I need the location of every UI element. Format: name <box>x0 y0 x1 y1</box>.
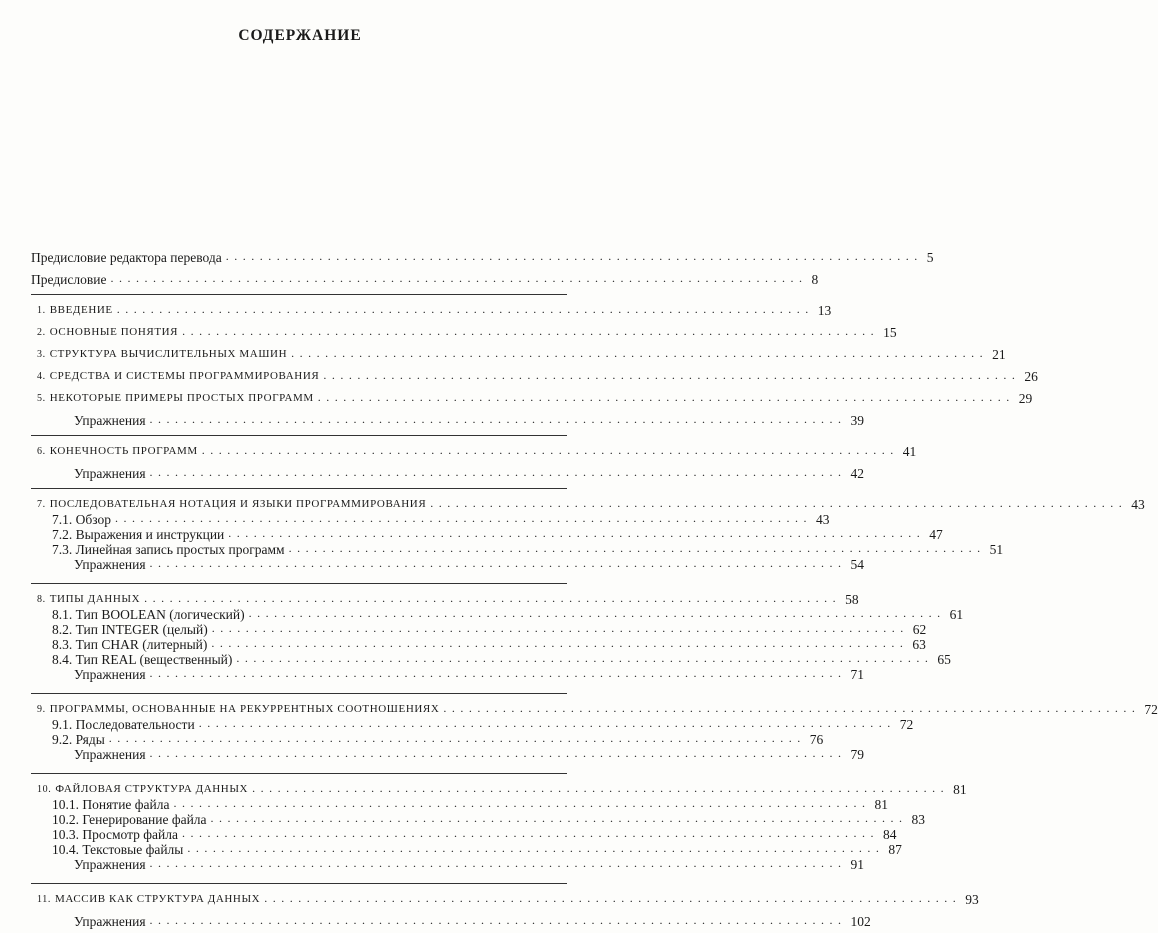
divider <box>31 693 567 694</box>
toc-page-number: 71 <box>850 667 865 682</box>
toc-page-number: 61 <box>949 607 964 622</box>
toc-page-number: 29 <box>1018 391 1033 406</box>
leader-dots: .................................................................................. <box>225 249 923 263</box>
chapter-number: 8. <box>37 594 46 605</box>
leader-dots: .................................................................................. <box>430 496 1128 510</box>
toc-page-number: 21 <box>992 347 1006 362</box>
toc-page-number: 43 <box>1131 497 1145 512</box>
toc-page-number: 102 <box>850 914 871 929</box>
toc-page-number: 83 <box>911 812 926 827</box>
toc-page-number: 76 <box>809 732 824 747</box>
leader-dots: .................................................................................. <box>187 841 885 855</box>
toc-entry-exercises[interactable] <box>0 666 865 683</box>
toc-page-number: 8 <box>811 272 819 287</box>
toc-entry-label: 10.3. Просмотр файла <box>0 827 182 843</box>
leader-dots: .................................................................................. <box>173 796 871 810</box>
toc-page-number: 58 <box>845 592 859 607</box>
toc-entry-exercises[interactable] <box>0 908 871 930</box>
leader-dots: .................................................................................. <box>210 811 908 825</box>
toc-entry-exercises[interactable] <box>0 407 865 429</box>
leader-dots: .................................................................................. <box>211 636 909 650</box>
toc-entry-label: КОНЕЧНОСТЬ ПРОГРАММ <box>49 445 198 457</box>
divider <box>31 294 567 295</box>
toc-entry-chapter-1[interactable] <box>0 297 832 319</box>
toc-page-number: 51 <box>989 542 1004 557</box>
toc-entry-exercises[interactable] <box>0 460 865 482</box>
toc-page-number: 43 <box>816 512 830 527</box>
leader-dots: .................................................................................. <box>211 621 909 635</box>
chapter-number: 6. <box>37 446 46 457</box>
toc-page-number: 13 <box>817 303 832 318</box>
toc-entry-label: ФАЙЛОВАЯ СТРУКТУРА ДАННЫХ <box>55 783 249 795</box>
toc-page-number: 65 <box>937 652 951 667</box>
leader-dots: .................................................................................. <box>110 271 808 285</box>
toc-entry-label: 10.2. Генерирование файла <box>0 812 211 828</box>
chapter-number: 4. <box>37 371 46 382</box>
toc-entry-label: 8.2. Тип INTEGER (целый) <box>0 622 212 638</box>
toc-page-number: 5 <box>926 250 934 265</box>
toc-entry-chapter-11[interactable] <box>0 886 979 908</box>
toc-entry-label: НЕКОТОРЫЕ ПРИМЕРЫ ПРОСТЫХ ПРОГРАММ <box>49 392 314 404</box>
toc-entry-label: ТИПЫ ДАННЫХ <box>49 593 141 605</box>
toc-entry-label: Упражнения <box>0 667 150 683</box>
leader-dots: .................................................................................. <box>144 591 842 605</box>
chapter-number: 2. <box>37 327 46 338</box>
chapter-number: 9. <box>37 704 46 715</box>
toc-page-number: 93 <box>965 892 979 907</box>
toc-entry-label: Упражнения <box>0 413 150 429</box>
toc-entry-label: Предисловие <box>0 272 110 288</box>
toc-page-number: 54 <box>850 557 865 572</box>
divider <box>31 773 567 774</box>
toc-entry-chapter-5[interactable] <box>0 385 1033 407</box>
toc-entry-label: 8.4. Тип REAL (вещественный) <box>0 652 236 668</box>
toc-entry-label: Упражнения <box>0 466 150 482</box>
toc-entry-chapter-2[interactable] <box>0 319 897 341</box>
leader-dots: .................................................................................. <box>149 913 847 927</box>
toc-entry-label: 9.1. Последовательности <box>0 717 199 733</box>
toc-page-number: 72 <box>1144 702 1158 717</box>
leader-dots: .................................................................................. <box>108 731 806 745</box>
toc-page-number: 15 <box>883 325 897 340</box>
divider <box>31 883 567 884</box>
toc-page-number: 47 <box>929 527 943 542</box>
toc-page-number: 84 <box>882 827 897 842</box>
table-of-contents <box>0 244 1158 930</box>
toc-entry-preface-editor[interactable] <box>0 244 934 266</box>
toc-entry-label: 7.3. Линейная запись простых программ <box>0 542 289 558</box>
leader-dots: .................................................................................. <box>149 556 847 570</box>
toc-entry-label: 8.3. Тип CHAR (литерный) <box>0 637 211 653</box>
leader-dots: .................................................................................. <box>291 346 989 360</box>
toc-entry-label: ПОСЛЕДОВАТЕЛЬНАЯ НОТАЦИЯ И ЯЗЫКИ ПРОГРАММИРОВАНИЯ <box>49 498 427 510</box>
chapter-number: 5. <box>37 393 46 404</box>
leader-dots: .................................................................................. <box>323 368 1021 382</box>
toc-page-number: 63 <box>912 637 926 652</box>
toc-entry-exercises[interactable] <box>0 746 865 763</box>
toc-entry-chapter-4[interactable] <box>0 363 1038 385</box>
leader-dots: .................................................................................. <box>149 746 847 760</box>
toc-entry-label: 10.1. Понятие файла <box>0 797 174 813</box>
toc-entry-label: СРЕДСТВА И СИСТЕМЫ ПРОГРАММИРОВАНИЯ <box>49 370 320 382</box>
toc-page-number: 42 <box>850 466 865 481</box>
page-title: СОДЕРЖАНИЕ <box>238 27 362 44</box>
leader-dots: .................................................................................. <box>443 701 1141 715</box>
leader-dots: .................................................................................. <box>115 511 812 525</box>
toc-entry-label: МАССИВ КАК СТРУКТУРА ДАННЫХ <box>54 893 261 905</box>
toc-entry-label: 10.4. Текстовые файлы <box>0 842 187 858</box>
toc-entry-label: ОСНОВНЫЕ ПОНЯТИЯ <box>49 326 179 338</box>
toc-page-number: 79 <box>850 747 865 762</box>
leader-dots: .................................................................................. <box>288 541 986 555</box>
leader-dots: .................................................................................. <box>149 465 847 479</box>
toc-entry-label: 7.2. Выражения и инструкции <box>0 527 228 543</box>
toc-page-number: 91 <box>850 857 865 872</box>
toc-entry-label: 9.2. Ряды <box>0 732 109 748</box>
toc-page-number: 81 <box>874 797 888 812</box>
chapter-number: 7. <box>37 499 46 510</box>
toc-entry-label: Упражнения <box>0 747 150 763</box>
leader-dots: .................................................................................. <box>228 526 926 540</box>
toc-entry-label: Предисловие редактора перевода <box>0 250 226 266</box>
toc-entry-exercises[interactable] <box>0 856 865 873</box>
chapter-number: 3. <box>37 349 46 360</box>
toc-entry-label: ВВЕДЕНИЕ <box>49 304 113 316</box>
toc-page-number: 26 <box>1024 369 1038 384</box>
divider <box>31 435 567 436</box>
toc-entry-chapter-3[interactable] <box>0 341 1006 363</box>
toc-entry-label: 7.1. Обзор <box>0 512 115 528</box>
leader-dots: .................................................................................. <box>317 390 1015 404</box>
leader-dots: .................................................................................. <box>248 606 946 620</box>
divider <box>31 583 567 584</box>
toc-page-number: 41 <box>902 444 917 459</box>
leader-dots: .................................................................................. <box>236 651 934 665</box>
divider <box>31 488 567 489</box>
leader-dots: .................................................................................. <box>201 443 899 457</box>
toc-page-number: 72 <box>899 717 914 732</box>
leader-dots: .................................................................................. <box>149 666 847 680</box>
toc-entry-preface[interactable] <box>0 266 819 288</box>
toc-entry-label: Упражнения <box>0 914 150 930</box>
leader-dots: .................................................................................. <box>182 324 880 338</box>
chapter-number: 11. <box>37 894 51 905</box>
toc-entry-exercises[interactable] <box>0 556 865 573</box>
leader-dots: .................................................................................. <box>181 826 879 840</box>
toc-entry-label: Упражнения <box>0 857 150 873</box>
toc-page-number: 81 <box>953 782 967 797</box>
leader-dots: .................................................................................. <box>264 891 962 905</box>
toc-entry-label: ПРОГРАММЫ, ОСНОВАННЫЕ НА РЕКУРРЕНТНЫХ СООТНОШЕНИЯХ <box>49 703 440 715</box>
toc-page-number: 62 <box>912 622 927 637</box>
leader-dots: .................................................................................. <box>198 716 896 730</box>
toc-page-number: 39 <box>850 413 865 428</box>
toc-entry-label: СТРУКТУРА ВЫЧИСЛИТЕЛЬНЫХ МАШИН <box>49 348 288 360</box>
leader-dots: .................................................................................. <box>252 781 950 795</box>
leader-dots: .................................................................................. <box>149 856 847 870</box>
toc-entry-label: Упражнения <box>0 557 150 573</box>
chapter-number: 10. <box>37 784 52 795</box>
chapter-number: 1. <box>37 305 46 316</box>
leader-dots: .................................................................................. <box>149 412 847 426</box>
toc-page-number: 87 <box>888 842 902 857</box>
toc-entry-label: 8.1. Тип BOOLEAN (логический) <box>0 607 249 623</box>
toc-entry-chapter-6[interactable] <box>0 438 917 460</box>
leader-dots: .................................................................................. <box>116 302 814 316</box>
